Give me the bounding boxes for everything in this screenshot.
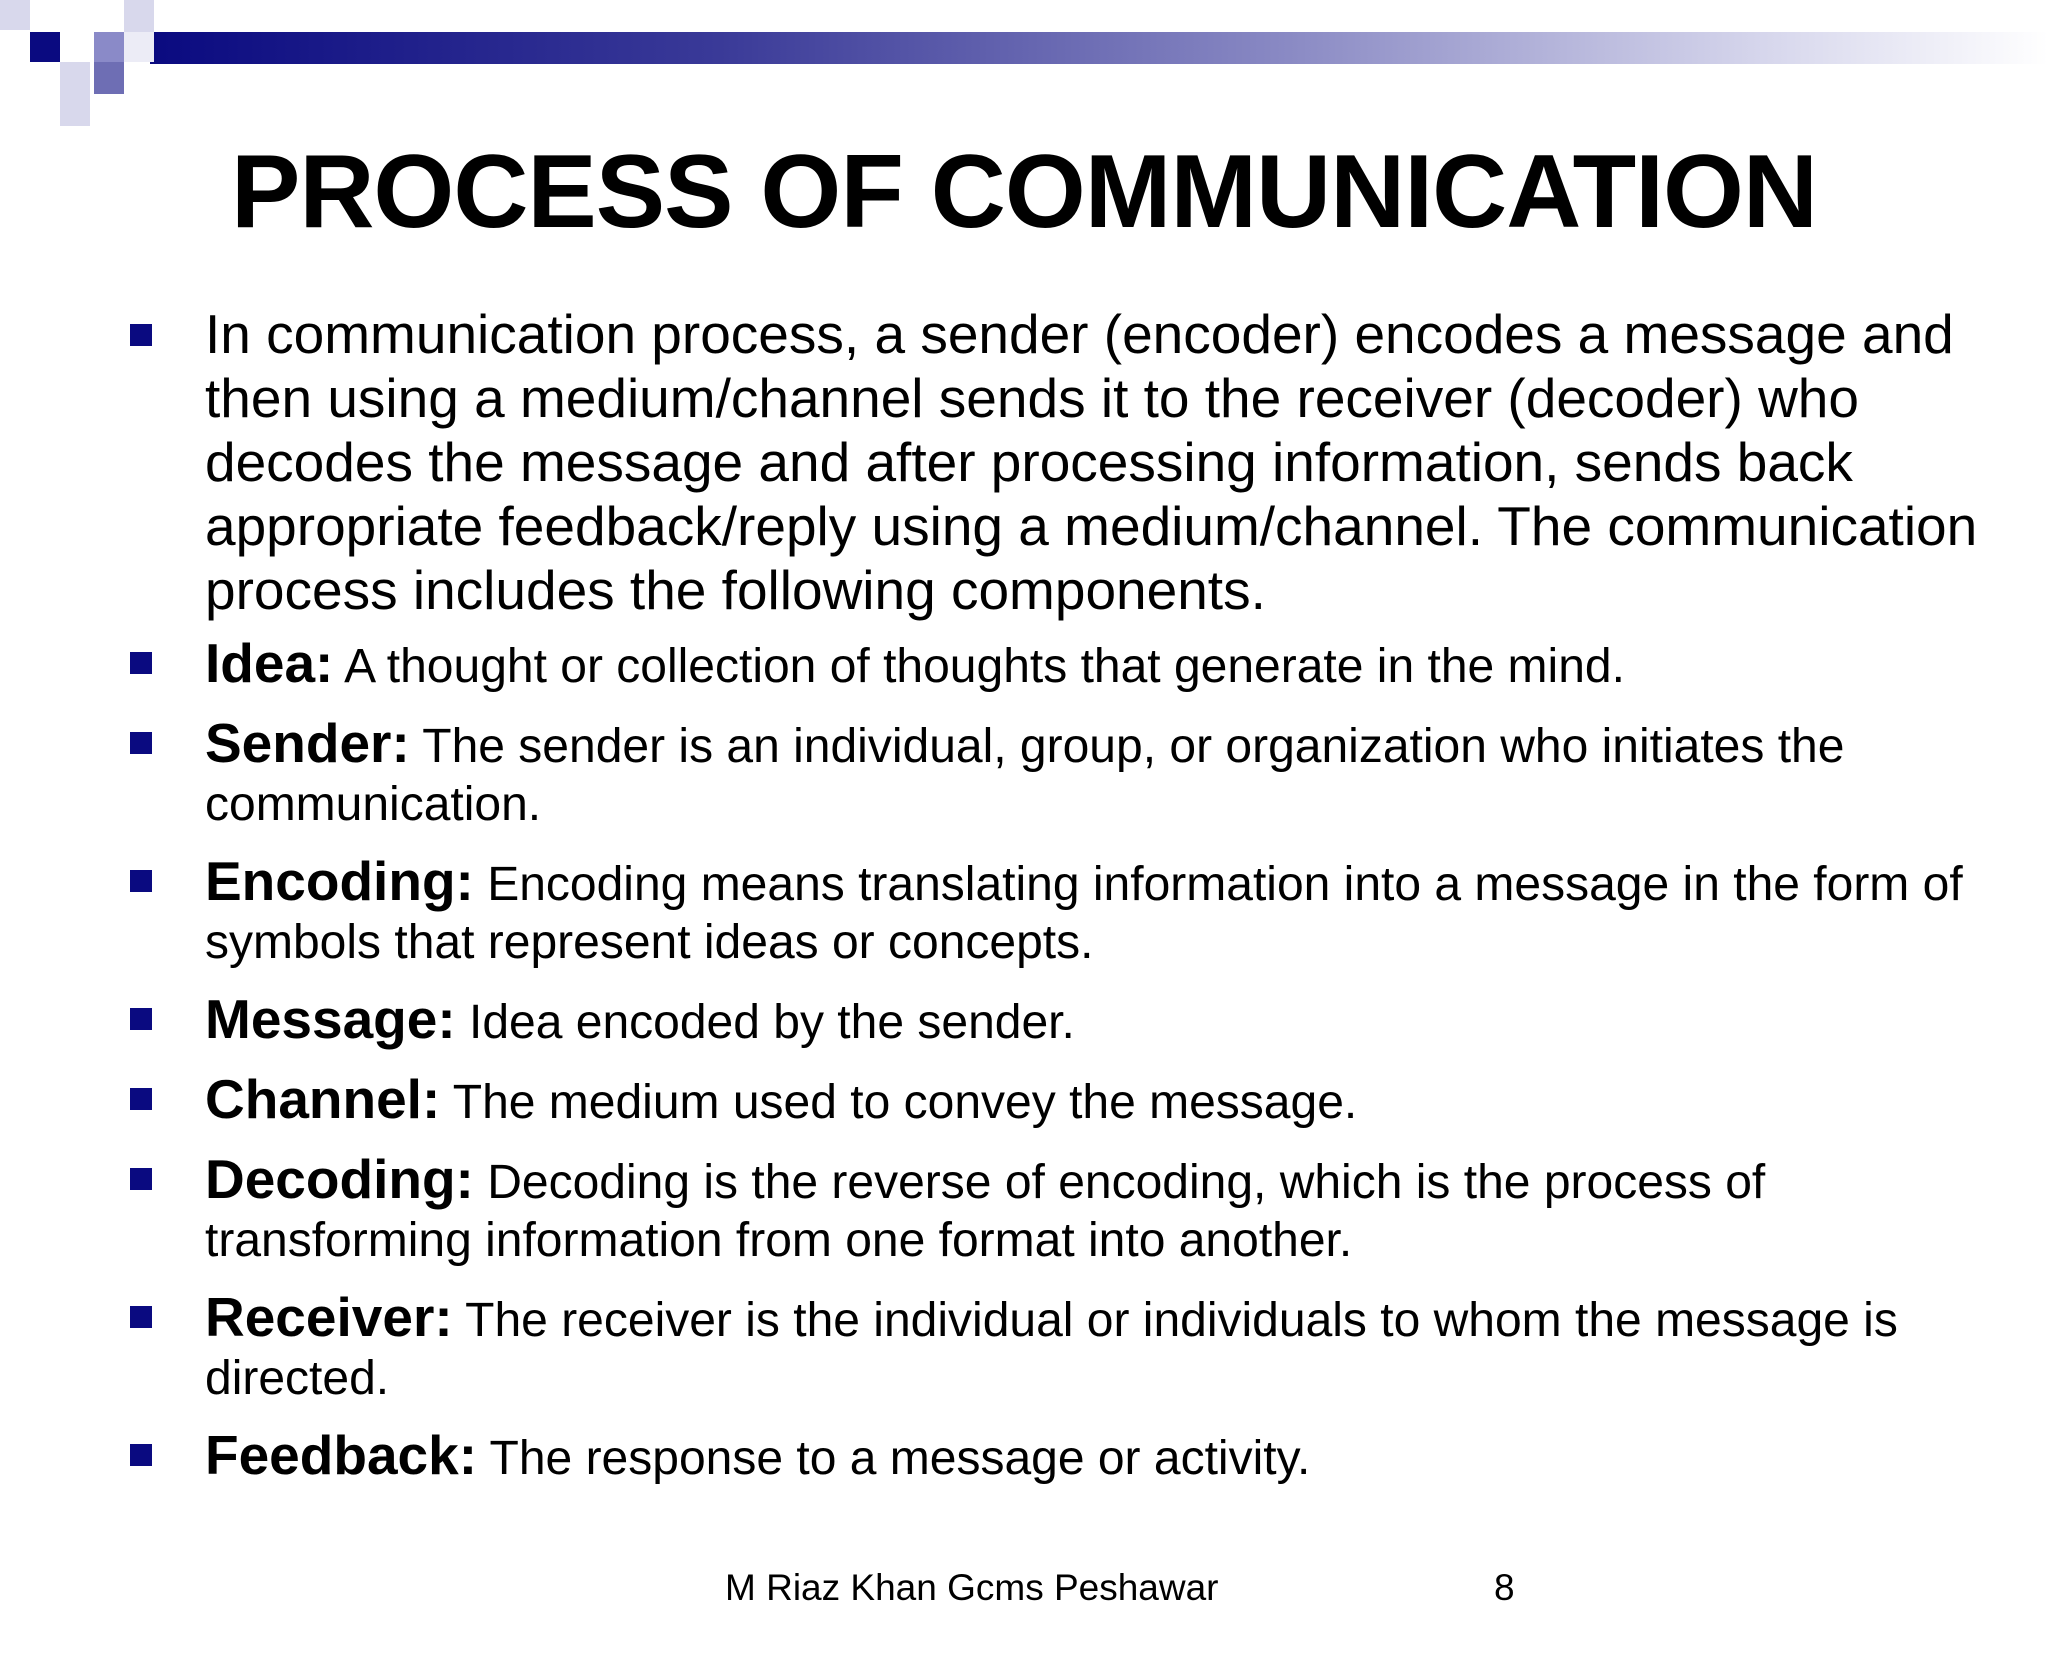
term-label: Idea: bbox=[205, 632, 334, 694]
term-label: Receiver: bbox=[205, 1286, 453, 1348]
term-label: Feedback: bbox=[205, 1424, 478, 1486]
bullet-receiver bbox=[130, 1288, 2000, 1408]
term-label: Channel: bbox=[205, 1068, 441, 1130]
term-label: Sender: bbox=[205, 712, 410, 774]
decor-square bbox=[0, 0, 30, 30]
footer-author: M Riaz Khan Gcms Peshawar bbox=[725, 1567, 1219, 1608]
term-label: Encoding: bbox=[205, 850, 474, 912]
decor-square bbox=[60, 94, 90, 126]
decor-square bbox=[30, 32, 60, 62]
bullet-decoding bbox=[130, 1150, 2000, 1270]
bullet-intro bbox=[130, 302, 2000, 622]
term-definition: The receiver is the individual or individuals to whom the message is directed. bbox=[205, 1294, 1898, 1405]
decor-square bbox=[60, 62, 90, 94]
bullet-encoding bbox=[130, 852, 2000, 972]
square-bullet-icon bbox=[130, 1088, 152, 1110]
term-definition: Decoding is the reverse of encoding, which is the process of transforming information from one format into another. bbox=[205, 1156, 1766, 1267]
bullet-feedback bbox=[130, 1426, 2000, 1488]
square-bullet-icon bbox=[130, 1306, 152, 1328]
decor-square bbox=[94, 32, 124, 62]
decor-square bbox=[124, 0, 154, 32]
term-definition: The response to a message or activity. bbox=[477, 1432, 1311, 1485]
square-bullet-icon bbox=[130, 652, 152, 674]
square-bullet-icon bbox=[130, 324, 152, 346]
term-label: Message: bbox=[205, 988, 456, 1050]
square-bullet-icon bbox=[130, 732, 152, 754]
term-definition: Idea encoded by the sender. bbox=[455, 996, 1075, 1049]
slide-title: PROCESS OF COMMUNICATION bbox=[230, 134, 1818, 250]
bullet-list bbox=[130, 302, 2000, 1506]
term-definition: The sender is an individual, group, or organization who initiates the communication. bbox=[205, 720, 1845, 831]
decor-square bbox=[94, 62, 124, 94]
term-definition: A thought or collection of thoughts that generate in the mind. bbox=[333, 640, 1625, 693]
header-gradient-bar bbox=[150, 32, 2048, 64]
term-definition: Encoding means translating information into a message in the form of symbols that represent ideas or concepts. bbox=[205, 858, 1963, 969]
intro-text: In communication process, a sender (encoder) encodes a message and then using a medium/channel sends it to the receiver (decoder) who decodes the message and after processing information, sends back appropriate feedback/reply using a medium/channel. The communication process includes the following components. bbox=[205, 303, 1978, 621]
bullet-channel bbox=[130, 1070, 2000, 1132]
slide-title-container bbox=[0, 132, 2048, 252]
bullet-idea bbox=[130, 634, 2000, 696]
bullet-sender bbox=[130, 714, 2000, 834]
square-bullet-icon bbox=[130, 1168, 152, 1190]
square-bullet-icon bbox=[130, 870, 152, 892]
square-bullet-icon bbox=[130, 1008, 152, 1030]
page-number: 8 bbox=[1494, 1567, 1515, 1608]
term-label: Decoding: bbox=[205, 1148, 474, 1210]
term-definition: The medium used to convey the message. bbox=[440, 1076, 1358, 1129]
square-bullet-icon bbox=[130, 1444, 152, 1466]
bullet-message bbox=[130, 990, 2000, 1052]
decor-square bbox=[124, 32, 154, 62]
